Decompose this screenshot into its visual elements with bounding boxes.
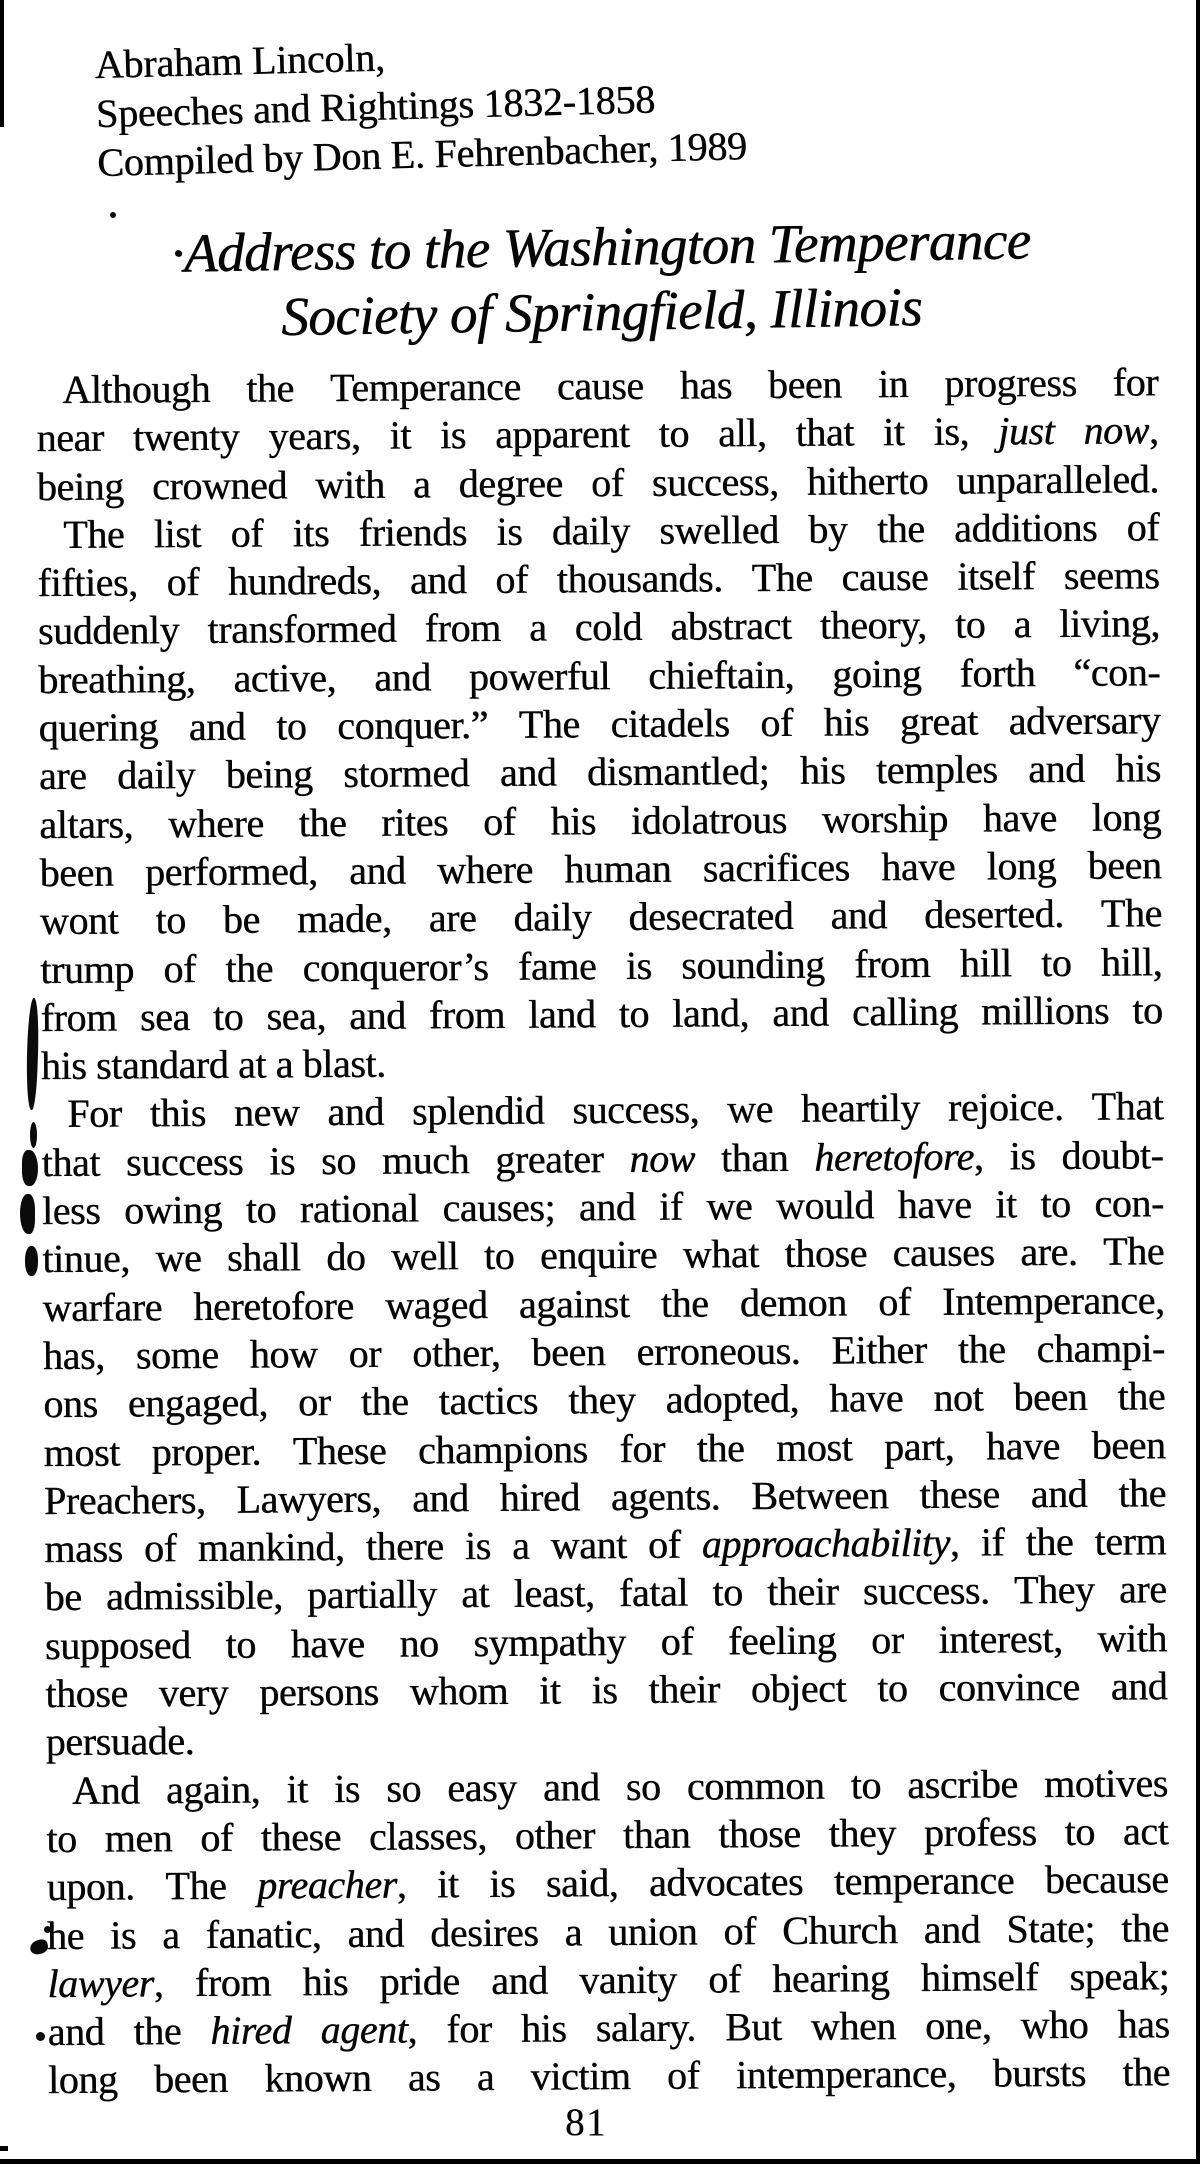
text-line: long been known as a victim of intemperance, bursts the xyxy=(47,2049,1171,2103)
text-line: Preachers, Lawyers, and hired agents. Between these and the xyxy=(43,1469,1167,1523)
text-line: For this new and splendid success, we heartily rejoice. That xyxy=(67,1083,1164,1137)
text-line: being crowned with a degree of success, hitherto unparalleled. xyxy=(36,455,1159,509)
text-line: lawyer, from his pride and vanity of hearing himself speak; xyxy=(47,1952,1170,2006)
scan-edge-right xyxy=(1196,0,1200,2164)
text-line: upon. The preacher, it is said, advocates temperance because xyxy=(46,1856,1169,1910)
title-line-2: Society of Springfield, Illinois xyxy=(280,275,923,348)
text-line: tinue, we shall do well to enquire what those causes are. The xyxy=(42,1228,1165,1282)
body-paragraph xyxy=(37,503,1163,1090)
scan-edge-bottom xyxy=(0,2159,1200,2164)
text-line: supposed to have no sympathy of feeling or interest, with xyxy=(44,1614,1167,1668)
body-paragraph xyxy=(46,1759,1170,2105)
scan-artifact xyxy=(30,1122,37,1148)
text-line: Although the Temperance cause has been in progress for xyxy=(62,359,1159,412)
body-paragraph xyxy=(41,1083,1168,1767)
text-line: and the hired agent, for his salary. But when one, who has xyxy=(47,2001,1170,2055)
text-line: those very persons whom it is their object to convince and xyxy=(45,1663,1168,1716)
text-line: be admissible, partially at least, fatal to their success. They are xyxy=(44,1566,1167,1620)
text-line: to men of these classes, other than those they profess to act xyxy=(46,1808,1169,1861)
scan-edge-tick xyxy=(0,2146,8,2151)
text-line: And again, it is so easy and so common to ascribe motives xyxy=(71,1759,1168,1813)
citation-line-compiler: Compiled by Don E. Fehrenbacher, 1989 xyxy=(96,122,748,185)
citation-line-author: Abraham Lincoln, xyxy=(94,34,386,87)
text-line: fifties, of hundreds, and of thousands. The cause itself seems xyxy=(37,552,1160,606)
title-line-1: ·Address to the Washington Temperance xyxy=(170,209,1031,284)
text-line: has, some how or other, been erroneous. Either the champi- xyxy=(42,1325,1165,1378)
text-line: near twenty years, it is apparent to all, that it is, just now, xyxy=(36,407,1159,461)
body-text xyxy=(36,358,1170,2104)
citation-line-work: Speeches and Rightings 1832-1858 xyxy=(95,76,656,136)
text-line: he is a fanatic, and desires a union of Church and State; the xyxy=(46,1904,1169,1958)
text-line: breathing, active, and powerful chieftain, going forth “con- xyxy=(38,648,1161,702)
page-number: 81 xyxy=(565,2101,607,2144)
source-citation xyxy=(94,23,747,187)
text-line: suddenly transformed from a cold abstract theory, to a living, xyxy=(37,600,1160,654)
text-line: less owing to rational causes; and if we would have it to con- xyxy=(41,1180,1164,1234)
scan-artifact xyxy=(20,1194,35,1234)
scan-edge-left xyxy=(0,0,4,127)
text-line: trump of the conqueror’s fame is sounding from hill to hill, xyxy=(40,938,1163,992)
text-line: persuade. xyxy=(45,1718,195,1765)
text-line: quering and to conquer.” The citadels of his great adversary xyxy=(38,697,1161,751)
body-paragraph xyxy=(36,358,1159,511)
scan-artifact xyxy=(36,2032,45,2041)
scan-artifact xyxy=(25,998,40,1110)
text-line: are daily being stormed and dismantled; his temples and his xyxy=(38,745,1161,799)
text-line: warfare heretofore waged against the demon of Intemperance, xyxy=(42,1276,1165,1330)
text-line: his standard at a blast. xyxy=(40,1040,386,1089)
scan-artifact xyxy=(110,212,116,218)
text-line: most proper. These champions for the most part, have been xyxy=(43,1421,1166,1475)
text-line: altars, where the rites of his idolatrous worship have long xyxy=(39,793,1162,847)
text-line: that success is so much greater now than heretofore, is doubt- xyxy=(41,1131,1164,1185)
text-line: from sea to sea, and from land to land, and calling millions to xyxy=(40,987,1163,1040)
text-line: wont to be made, are daily desecrated and deserted. The xyxy=(39,890,1162,944)
scan-artifact xyxy=(25,1246,38,1276)
scan-artifact xyxy=(22,1150,38,1186)
text-line: mass of mankind, there is a want of approachability, if the term xyxy=(44,1518,1167,1572)
text-line: been performed, and where human sacrifices have long been xyxy=(39,842,1162,895)
text-line: ons engaged, or the tactics they adopted, have not been the xyxy=(43,1373,1166,1427)
chapter-title xyxy=(38,205,1164,353)
text-line: The list of its friends is daily swelled by the additions of xyxy=(63,504,1160,557)
